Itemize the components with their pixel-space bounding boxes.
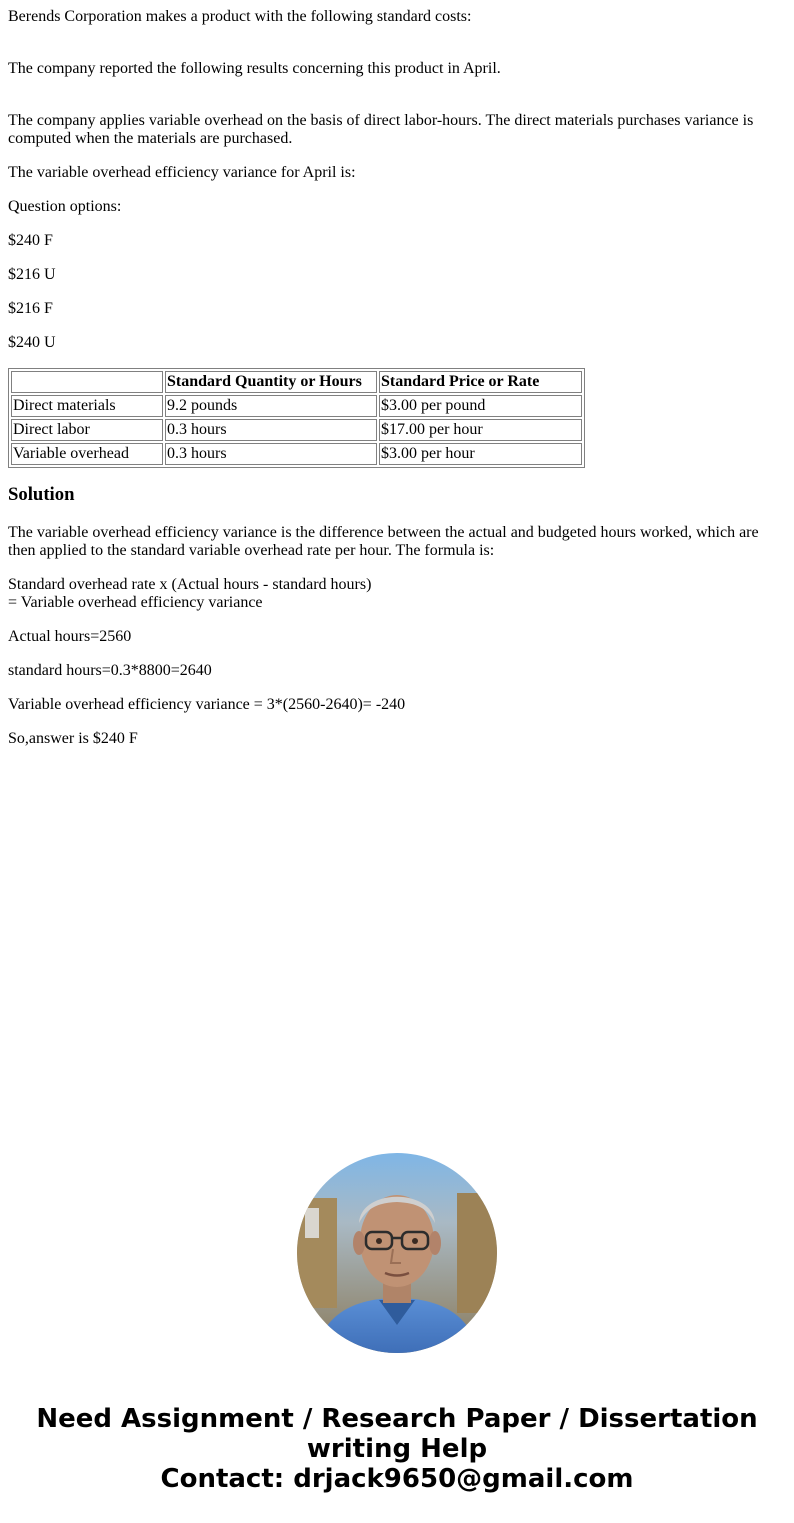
final-answer: So,answer is $240 F [8,730,138,747]
promo-line-2: writing Help [306,1434,488,1464]
table-header-row [11,371,582,393]
table-header-cell: Standard Quantity or Hours [165,371,377,393]
document-body [8,8,786,764]
question-results: The company reported the following results concerning this product in April. [8,60,501,77]
option-216-u: $216 U [8,266,56,283]
option-240-f: $240 F [8,232,53,249]
table-header-cell [11,371,163,393]
option-240-u: $240 U [8,334,56,351]
option-216-f: $216 F [8,300,53,317]
table-cell: 9.2 pounds [165,395,377,417]
table-row [11,443,582,465]
author-portrait-icon [297,1153,497,1353]
table-row [11,419,582,441]
variance-calculation: Variable overhead efficiency variance = 3*(2560-2640)= -240 [8,696,406,713]
formula-line-2: = Variable overhead efficiency variance [8,594,263,611]
table-cell: Variable overhead [11,443,163,465]
standard-hours: standard hours=0.3*8800=2640 [8,662,212,679]
solution-heading: Solution [8,484,75,505]
table-cell: $3.00 per hour [379,443,582,465]
solution-explanation: The variable overhead efficiency variance is the difference between the actual and budgeted hours worked, which are then applied to the standard variable overhead rate per hour. The formula is: [8,524,759,559]
table-cell: 0.3 hours [165,443,377,465]
formula-line-1: Standard overhead rate x (Actual hours - standard hours) [8,576,372,593]
table-cell: Direct materials [11,395,163,417]
table-cell: $3.00 per pound [379,395,582,417]
standard-costs-table [8,368,585,468]
solution-formula [8,576,786,612]
question-prompt: The variable overhead efficiency variance for April is: [8,164,356,181]
question-intro: Berends Corporation makes a product with the following standard costs: [8,8,472,25]
table-cell: Direct labor [11,419,163,441]
promo-line-1: Need Assignment / Research Paper / Dissertation [36,1404,758,1434]
promo-footer [0,1404,794,1494]
question-applies: The company applies variable overhead on the basis of direct labor-hours. The direct materials purchases variance is computed when the materials are purchased. [8,112,754,147]
table-cell: $17.00 per hour [379,419,582,441]
table-cell: 0.3 hours [165,419,377,441]
author-avatar [297,1153,497,1353]
actual-hours: Actual hours=2560 [8,628,132,645]
question-options-label: Question options: [8,198,122,215]
table-row [11,395,582,417]
table-header-cell: Standard Price or Rate [379,371,582,393]
promo-contact: Contact: drjack9650@gmail.com [160,1464,634,1494]
